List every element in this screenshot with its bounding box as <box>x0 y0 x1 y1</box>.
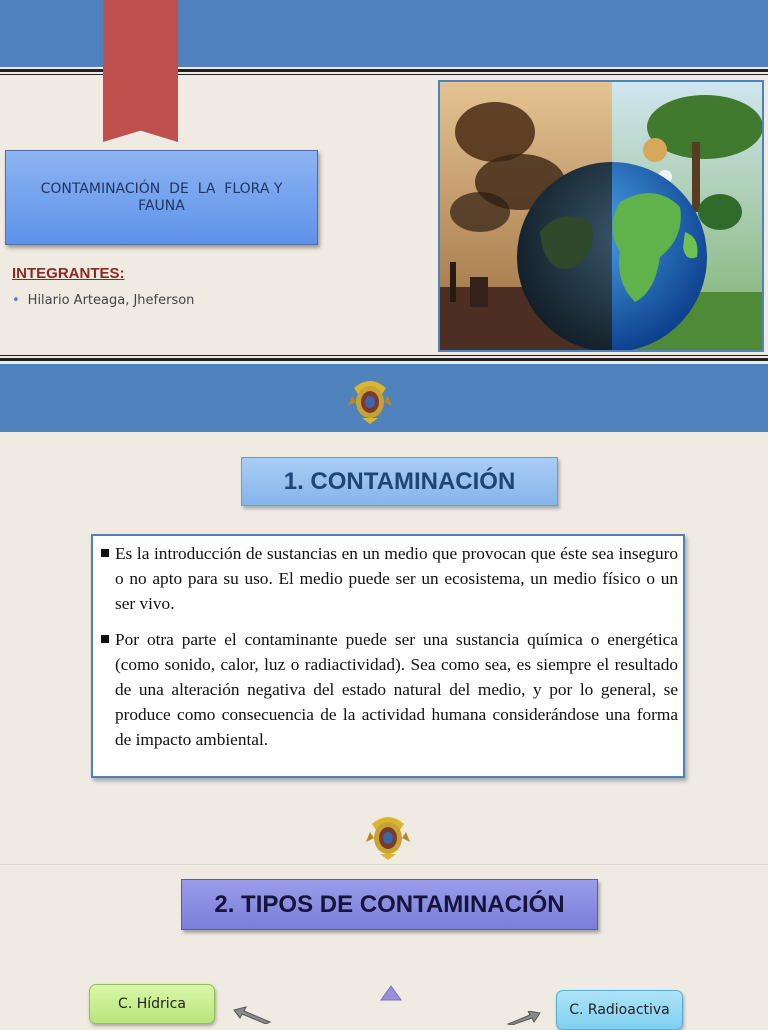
heading-text: 2. TIPOS DE CONTAMINACIÓN <box>214 890 565 918</box>
list-item <box>100 541 678 617</box>
paragraph-text: Por otra parte el contaminante puede ser una sustancia química o energética (como sonido, calor, luz o radiactividad). Sea como sea, es siempre el resultado de una alteración negativa del estado natural del medio, y por lo general, se produce como consecuencia de la actividad humana considerándose una forma de impacto ambiental. <box>115 629 678 750</box>
slide-separator <box>0 864 768 865</box>
member-name: Hilario Arteaga, Jheferson <box>27 293 195 308</box>
triangle-up-icon <box>380 985 402 1005</box>
type-radioactiva-box <box>556 990 683 1030</box>
arrow-icon <box>232 1006 272 1028</box>
member-item <box>12 293 194 308</box>
list-item <box>100 627 678 753</box>
pollution-earth-image <box>438 80 764 352</box>
divider <box>0 355 768 356</box>
type-label: C. Hídrica <box>118 996 186 1012</box>
square-bullet-icon <box>101 635 109 643</box>
seal-emblem-icon <box>346 374 394 430</box>
seal-emblem-icon <box>364 810 412 866</box>
heading-text: 1. CONTAMINACIÓN <box>283 467 516 495</box>
arrow-icon <box>506 1010 542 1029</box>
slide-title: CONTAMINACIÓN DE LA FLORA Y FAUNA <box>40 180 287 214</box>
bullet-icon: • <box>12 293 20 308</box>
definition-textbox <box>91 534 685 778</box>
slide-title-box <box>5 150 318 245</box>
type-label: C. Radioactiva <box>569 1002 670 1018</box>
bookmark-ribbon <box>103 0 178 142</box>
type-hidrica-box <box>89 984 215 1024</box>
members-label: INTEGRANTES: <box>12 265 125 282</box>
square-bullet-icon <box>101 549 109 557</box>
earth-illustration <box>440 82 762 350</box>
divider <box>0 358 768 361</box>
section-heading-contaminacion <box>241 457 558 506</box>
section-heading-tipos <box>181 879 598 930</box>
paragraph-text: Es la introducción de sustancias en un medio que provocan que éste sea inseguro o no apto para su uso. El medio puede ser un ecosistema, un medio físico o un ser vivo. <box>115 544 678 614</box>
